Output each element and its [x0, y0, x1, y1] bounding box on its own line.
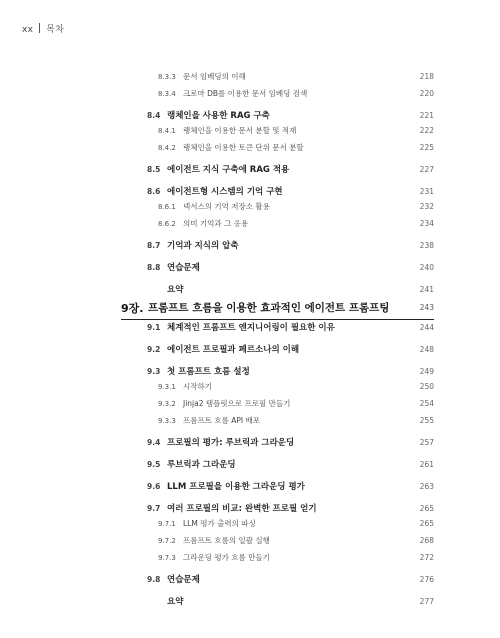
toc-entry-number: 9.3.2	[158, 400, 176, 408]
chapter-rule	[121, 319, 434, 320]
toc-entry	[0, 163, 500, 177]
toc-entry	[0, 365, 500, 379]
header-divider	[39, 23, 40, 33]
toc-entry	[0, 534, 500, 548]
chapter-number: 9장.	[121, 302, 144, 315]
toc-entry	[0, 283, 500, 297]
toc-entry-number: 8.4.2	[158, 144, 176, 152]
toc-entry-title: 시작하기	[183, 382, 212, 391]
toc-entry-page: 265	[419, 519, 434, 528]
toc-entry-number: 9.6	[147, 482, 161, 491]
toc-entry-page: 261	[419, 460, 434, 469]
toc-entry	[0, 200, 500, 214]
toc-entry-page: 221	[419, 111, 434, 120]
toc-entry-number: 8.6.2	[158, 220, 176, 228]
page-number: xx	[22, 25, 34, 35]
toc-entry-title: 에이전트 지식 구축에 RAG 적용	[167, 165, 290, 175]
toc-entry-title: LLM 평가 출력의 파싱	[183, 519, 256, 528]
toc-entry	[0, 517, 500, 531]
toc-entry-title: 그라운딩 평가 흐름 만들기	[183, 553, 270, 562]
toc-entry	[0, 397, 500, 411]
toc-entry-title: 의미 기억과 그 응용	[183, 219, 249, 228]
toc-entry-page: 222	[419, 126, 434, 135]
toc-entry-number: 9.7.2	[158, 537, 176, 545]
toc-entry	[0, 551, 500, 565]
toc-entry-title: Jinja2 템플릿으로 프로필 만들기	[183, 399, 291, 408]
toc-entry-page: 227	[419, 165, 434, 174]
toc-entry-number: 9.4	[147, 438, 161, 447]
toc-entry-page: 255	[419, 416, 434, 425]
toc-entry	[0, 502, 500, 516]
toc-entry-title: 연습문제	[167, 263, 200, 273]
toc-entry-number: 9.1	[147, 323, 161, 332]
toc-entry-number: 9.7.3	[158, 554, 176, 562]
toc-entry	[0, 124, 500, 138]
toc-entry-title: 프롬프트 흐름 API 배포	[183, 416, 260, 425]
toc-entry-page: 232	[419, 202, 434, 211]
toc-entry-title: 랭체인을 이용한 토큰 단위 문서 분할	[183, 143, 304, 152]
toc-entry-number: 8.5	[147, 165, 161, 174]
toc-entry-page: 272	[419, 553, 434, 562]
toc-entry	[0, 109, 500, 123]
toc-entry-number: 8.4	[147, 111, 161, 120]
toc-entry	[0, 239, 500, 253]
toc-entry-title: 요약	[167, 285, 184, 295]
toc-entry-title: 에이전트 프로필과 페르소나의 이해	[167, 345, 300, 355]
toc-entry-number: 9.3.3	[158, 417, 176, 425]
toc-entry-title: 넥서스의 기억 저장소 활용	[183, 202, 270, 211]
toc-entry	[0, 141, 500, 155]
toc-entry-page: 220	[419, 89, 434, 98]
toc-entry-page: 248	[419, 345, 434, 354]
chapter-heading	[0, 298, 500, 318]
toc-entry-page: 231	[419, 187, 434, 196]
toc-entry	[0, 573, 500, 587]
toc-entry-page: 234	[419, 219, 434, 228]
toc-entry-number: 9.7.1	[158, 520, 176, 528]
toc-entry-title: 연습문제	[167, 575, 200, 585]
toc-entry	[0, 321, 500, 335]
toc-entry-page: 276	[419, 575, 434, 584]
toc-entry-page: 254	[419, 399, 434, 408]
toc-entry-page: 241	[419, 285, 434, 294]
toc-entry-page: 225	[419, 143, 434, 152]
toc-entry-page: 265	[419, 504, 434, 513]
toc-entry-title: 랭체인을 사용한 RAG 구축	[167, 111, 270, 121]
toc-entry	[0, 70, 500, 84]
toc-entry	[0, 217, 500, 231]
toc-entry	[0, 261, 500, 275]
toc-entry-page: 240	[419, 263, 434, 272]
toc-entry-title: 첫 프롬프트 흐름 설정	[167, 367, 250, 377]
toc-entry	[0, 458, 500, 472]
toc-entry-page: 249	[419, 367, 434, 376]
toc-entry-page: 277	[419, 597, 434, 606]
toc-entry-number: 8.4.1	[158, 127, 176, 135]
toc-entry-title: 요약	[167, 597, 184, 607]
toc-entry-number: 8.6.1	[158, 203, 176, 211]
running-section-title: 목차	[46, 25, 65, 35]
toc-entry	[0, 436, 500, 450]
toc-entry-number: 9.8	[147, 575, 161, 584]
toc-entry-title: 랭체인을 이용한 문서 분할 및 적재	[183, 126, 297, 135]
toc-entry-number: 8.3.3	[158, 73, 176, 81]
toc-entry-number: 9.5	[147, 460, 161, 469]
toc-entry-page: 263	[419, 482, 434, 491]
toc-entry-number: 8.6	[147, 187, 161, 196]
toc-entry-number: 8.8	[147, 263, 161, 272]
toc-entry-title: 체계적인 프롬프트 엔지니어링이 필요한 이유	[167, 323, 335, 333]
running-header	[22, 22, 64, 35]
toc-entry-title: 문서 임베딩의 이해	[183, 72, 246, 81]
toc-entry-page: 257	[419, 438, 434, 447]
toc-entry	[0, 595, 500, 609]
toc-entry-title: 프로필의 평가: 루브릭과 그라운딩	[167, 438, 295, 448]
toc-entry-number: 9.7	[147, 504, 161, 513]
toc-entry-number: 9.3	[147, 367, 161, 376]
toc-entry-page: 268	[419, 536, 434, 545]
toc-entry-title: 루브릭과 그라운딩	[167, 460, 236, 470]
toc-entry-number: 8.3.4	[158, 90, 176, 98]
toc-entry	[0, 87, 500, 101]
toc-entry	[0, 343, 500, 357]
chapter-page: 243	[419, 303, 434, 312]
toc-entry-title: 프롬프트 흐름의 일괄 실행	[183, 536, 270, 545]
toc-entry-page: 250	[419, 382, 434, 391]
toc-entry-page: 244	[419, 323, 434, 332]
toc-entry-number: 8.7	[147, 241, 161, 250]
toc-entry-number: 9.2	[147, 345, 161, 354]
toc-entry-page: 218	[419, 72, 434, 81]
toc-entry-page: 238	[419, 241, 434, 250]
toc-entry-title: 기억과 지식의 압축	[167, 241, 239, 251]
toc-entry-title: 여러 프로필의 비교: 완벽한 프로필 얻기	[167, 504, 317, 514]
toc-entry-title: LLM 프로필을 이용한 그라운딩 평가	[167, 482, 305, 492]
toc-entry	[0, 380, 500, 394]
toc-entry-title: 에이전트형 시스템의 기억 구현	[167, 187, 283, 197]
toc-entry-title: 크로마 DB를 이용한 문서 임베딩 검색	[183, 89, 308, 98]
toc-entry-number: 9.3.1	[158, 383, 176, 391]
toc-entry	[0, 185, 500, 199]
toc-entry	[0, 480, 500, 494]
chapter-title: 프롬프트 흐름을 이용한 효과적인 에이전트 프롬프팅	[148, 302, 390, 314]
toc-entry	[0, 414, 500, 428]
